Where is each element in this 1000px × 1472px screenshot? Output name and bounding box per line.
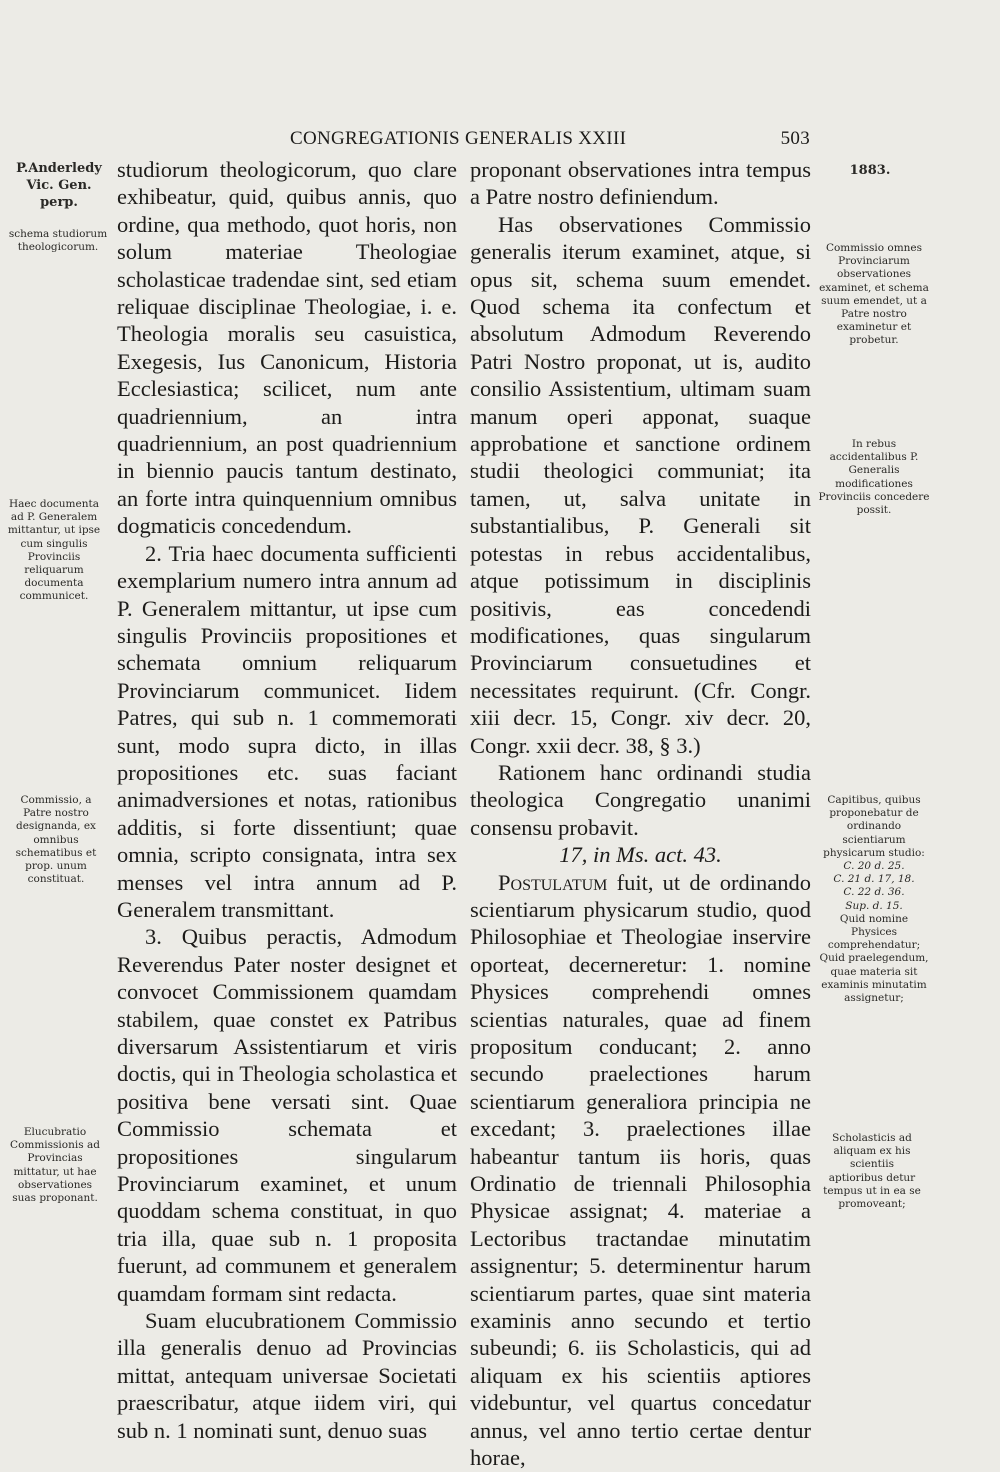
left-text-column xyxy=(117,156,457,1444)
margin-note-physicae-tail: Quid nomine Physices comprehendatur; Quid praelegendum, quae materia sit examinis minutatim assignetur; xyxy=(819,912,929,1005)
margin-note-observationes: Commissio omnes Provinciarum observationes examinet, et schema suum emendet, ut a Patre nostro examinetur et probetur. xyxy=(819,242,929,347)
postulatum-text: fuit, ut de ordinando scientiarum physicarum studio, quod Philosophiae et Theologiae inservire oporteat, decerneretur: 1. nomine Physices comprehendi omnes scientias naturales, quae ad finem propositum conducant; 2. anno secundo praelectiones harum scientiarum generaliora principia ne excedant; 3. praelectiones illae habeantur tantum iis horis, quas Ordinatio de triennali Philosophia Physicae assignat; 4. materiae a Lectoribus tractandae minutatim assignentur; 5. determinentur harum scientiarum partes, quae sint materia examinis anno secundo et tertio subeundi; 6. iis Scholasticis, qui ad aliquam ex his scientiis aptiores videbuntur, vel quartus concedatur annus, vel anno tertio certae dentur horae, xyxy=(470,869,811,1471)
margin-ref: Sup. d. 15. xyxy=(845,899,903,912)
margin-note-elucubratio: Elucubratio Commissionis ad Provincias mittatur, ut hae observationes suas proponant. xyxy=(10,1126,100,1205)
paragraph: 2. Tria haec documenta sufficienti exemplarium numero intra annum ad P. Generalem mittantur, ut ipse cum singulis Provinciis propositiones et schemata omnium reliquarum Provinciarum communicet. Iidem Patres, qui sub n. 1 commemorati sunt, modo supra dicto, in illas propositiones etc. suas faciant animadversiones et notas, rationibus additis, si forte dissentiunt; quae omnia, scripto consignata, intra sex menses vel intra annum ad P. Generalem transmittant. xyxy=(117,540,457,922)
paragraph: studiorum theologicorum, quo clare exhibeatur, quid, quibus annis, quo ordine, qua methodo, quot horis, non solum materiae Theologiae scholasticae tradendae sint, sed etiam reliquae disciplinae Theologiae, i. e. Theologia moralis seu casuistica, Exegesis, Ius Canonicum, Historia Ecclesiastica; scilicet, num ante quadriennium, an intra quadriennium, an post quadriennium in biennio paucis tantum destinato, an forte intra quinquennium omnibus dogmaticis concedendum. xyxy=(117,157,457,539)
margin-author: P.Anderledy Vic. Gen. perp. xyxy=(16,161,102,210)
margin-note-physicae xyxy=(818,794,930,1005)
paragraph: Rationem hanc ordinandi studia theologica Congregatio unanimi consensu probavit. xyxy=(470,759,811,840)
paragraph xyxy=(470,869,811,1472)
margin-ref: C. 20 d. 25. xyxy=(843,860,905,873)
paragraph: proponant observationes intra tempus a Patre nostro definiendum. xyxy=(470,157,811,210)
margin-note-physicae-lead: Capitibus, quibus proponebatur de ordinando scientiarum physicarum studio: xyxy=(823,794,925,859)
postulatum-lead: Postulatum xyxy=(498,869,608,895)
page-number: 503 xyxy=(780,128,810,149)
margin-note-documenta: Haec documenta ad P. Generalem mittantur, ut ipse cum singulis Provinciis reliquarum documenta communicet. xyxy=(7,498,101,603)
running-title: CONGREGATIONIS GENERALIS XXIII xyxy=(290,128,627,149)
margin-note-schema: schema studiorum theologicorum. xyxy=(8,228,108,254)
paragraph: Suam elucubrationem Commissio illa generalis denuo ad Provincias mittat, antequam universae Societati praescribatur, atque iidem viri, qui sub n. 1 nominati sunt, denuo suas xyxy=(117,1308,457,1443)
margin-note-scholasticis: Scholasticis ad aliquam ex his scientiis aptioribus detur tempus ut in ea se promoveant; xyxy=(823,1132,921,1211)
margin-ref: C. 21 d. 17, 18. xyxy=(833,873,915,886)
margin-year: 1883. xyxy=(849,163,891,178)
section-caption: 17, in Ms. act. 43. xyxy=(559,842,722,868)
margin-note-commissio: Commissio, a Patre nostro designanda, ex omnibus schematibus et prop. unum constituat. xyxy=(15,794,97,886)
margin-note-accidentalibus: In rebus accidentalibus P. Generalis modificationes Provinciis concedere possit. xyxy=(818,438,930,517)
paragraph: 3. Quibus peractis, Admodum Reverendus Pater noster designet et convocet Commissionem quamdam stabilem, quae constet ex Patribus diversarum Assistentiarum et viris doctis, qui in Theologia scholastica et positiva bene versati sint. Quae Commissio schemata et propositiones singularum Provinciarum examinet, et unum quoddam schema constituat, in quo tria illa, quae sub n. 1 proposita fuerunt, ad communem et generalem quamdam formam sint redacta. xyxy=(117,924,457,1306)
right-text-column xyxy=(470,156,811,1472)
paragraph: Has observationes Commissio generalis iterum examinet, atque, si opus sit, schema suum emendet. Quod schema ita confectum et absolutum Admodum Reverendo Patri Nostro proponat, ut is, audito consilio Assistentium, ultimam suam manum operi apponat, suaque approbatione et sanctione ordinem studii theologici communiat; ita tamen, ut, salva unitate in substantialibus, P. Generali sit potestas in rebus accidentalibus, atque potissimum in disciplinis positivis, eas concedendi modificationes, quas singularum Provinciarum consuetudines et necessitates requirunt. (Cfr. Congr. xiii decr. 15, Congr. xiv decr. 20, Congr. xxii decr. 38, § 3.) xyxy=(470,211,811,758)
margin-ref: C. 22 d. 36. xyxy=(843,886,905,899)
